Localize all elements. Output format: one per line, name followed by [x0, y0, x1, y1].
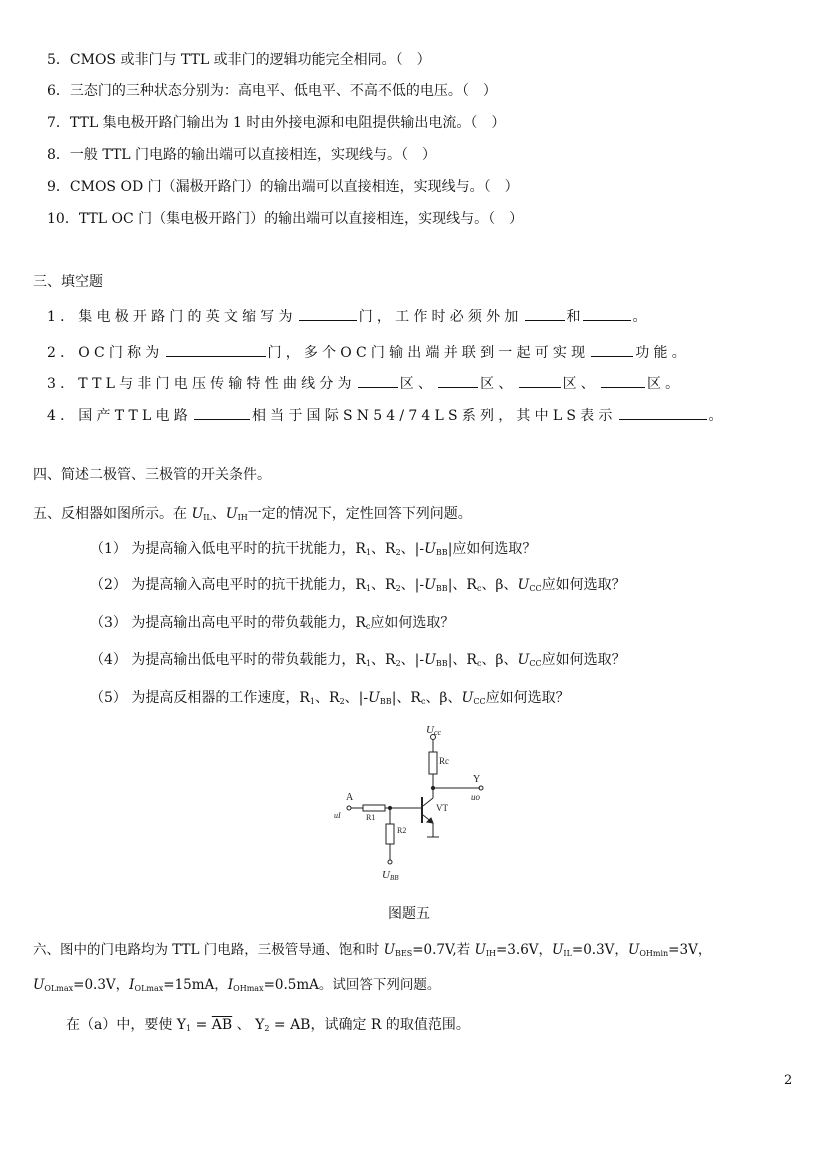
label-ui: uI	[334, 811, 341, 820]
frag: 、R	[371, 541, 396, 557]
label-ucc: Ucc	[426, 724, 442, 737]
s5-item-4	[90, 651, 626, 673]
sub: BB	[435, 584, 448, 593]
sub: 2	[395, 548, 401, 557]
frag: 、R	[371, 577, 396, 593]
answer-blank[interactable]	[358, 373, 398, 388]
sub-il: IL	[203, 513, 212, 522]
item-text: 应如何选取？	[541, 577, 626, 593]
fill-q2-text-c: 功能。	[635, 345, 690, 361]
answer-blank[interactable]	[166, 342, 266, 357]
tf-question-5: 5．CMOS 或非门与 TTL 或非门的逻辑功能完全相同。（ ）	[47, 52, 431, 68]
var-u: U	[225, 506, 238, 522]
var-u: U	[517, 652, 530, 668]
frag: 、β、	[481, 577, 518, 593]
item-number: （5）	[90, 690, 127, 706]
s6-q-text: 、 Y	[232, 1017, 265, 1033]
sub: IH	[485, 949, 496, 958]
frag: 、|-	[344, 690, 369, 706]
s5-intro-text-b: 一定的情况下，定性回答下列问题。	[247, 506, 472, 522]
s6-text: =3V，	[668, 942, 712, 958]
fill-q2-text-b: 门，多个OC门输出端并联到一起可实现	[267, 345, 590, 361]
section-4-question: 四、简述二极管、三极管的开关条件。	[33, 467, 271, 483]
answer-blank[interactable]	[194, 405, 250, 420]
item-text: 为提高输出低电平时的带负载能力，R	[131, 652, 366, 668]
section-heading-fill: 三、填空题	[33, 274, 103, 290]
fill-question-3	[47, 373, 683, 393]
answer-blank[interactable]	[601, 373, 645, 388]
expr-not-ab: $\overline{AB}$	[211, 1017, 233, 1033]
sub: 1	[365, 584, 372, 593]
label-vt: VT	[436, 803, 448, 813]
sub: OHmin	[639, 949, 669, 958]
section-6-line-1	[33, 941, 711, 963]
item-number: （3）	[90, 615, 127, 631]
item-text: 为提高输入低电平时的抗干扰能力，R	[131, 541, 366, 557]
var-u: U	[517, 577, 530, 593]
tf-question-8: 8．一般 TTL 门电路的输出端可以直接相连，实现线与。（ ）	[47, 147, 437, 163]
sub: 1	[365, 659, 372, 668]
s6-text: =15mA，	[163, 977, 228, 993]
var-u: U	[424, 541, 436, 557]
answer-blank[interactable]	[619, 405, 707, 420]
item-text: 应如何选取？	[452, 541, 537, 557]
item-text: 应如何选取？	[370, 615, 455, 631]
var-u: U	[383, 942, 395, 958]
item-text: 应如何选取？	[541, 652, 626, 668]
fill-q3-text-b: 区、	[399, 376, 437, 392]
sub: c	[365, 622, 371, 631]
fill-q4-text-c: 。	[708, 408, 723, 424]
item-text: 为提高输出高电平时的带负载能力，R	[131, 615, 366, 631]
answer-blank[interactable]	[299, 306, 357, 321]
frag: 、β、	[425, 690, 462, 706]
inverter-circuit-diagram	[330, 720, 500, 885]
s6-text: =0.3V，	[571, 942, 628, 958]
fill-q2-text-a: 2．OC门称为	[47, 345, 164, 361]
resistor-r2	[386, 824, 394, 844]
sub: OLmax	[44, 984, 74, 993]
label-rc: Rc	[439, 756, 449, 766]
var-u: U	[191, 506, 204, 522]
fill-question-2	[47, 342, 690, 362]
var-u: U	[368, 690, 380, 706]
s6-text: 六、图中的门电路均为 TTL 门电路，三极管导通、饱和时	[33, 942, 384, 958]
var-u: U	[33, 977, 45, 993]
page-number: 2	[784, 1073, 793, 1088]
label-uo: uo	[471, 792, 480, 802]
sub: 2	[395, 584, 401, 593]
resistor-rc	[429, 752, 437, 774]
fill-q3-text-a: 3．TTL与非门电压传输特性曲线分为	[47, 376, 356, 392]
sub: 1	[186, 1024, 192, 1033]
s6-q-text: 在（a）中，要使 Y	[66, 1017, 187, 1033]
answer-blank[interactable]	[519, 373, 561, 388]
sub: 2	[339, 697, 345, 706]
s5-item-5	[90, 689, 570, 711]
sub: c	[476, 584, 482, 593]
s6-text: =0.5mA。试回答下列问题。	[263, 977, 441, 993]
fill-q3-text-d: 区、	[562, 376, 599, 392]
s5-item-3	[90, 614, 454, 636]
var-i: I	[227, 977, 234, 993]
label-a: A	[346, 792, 354, 803]
frag: 、R	[452, 652, 477, 668]
s5-item-1	[90, 540, 536, 562]
fill-question-4	[47, 405, 723, 425]
label-y: Y	[473, 774, 481, 785]
section-6-question-a	[66, 1016, 470, 1038]
s6-q-text: =	[191, 1017, 212, 1033]
sub: BB	[435, 659, 448, 668]
frag: 、|-	[400, 541, 425, 557]
sub: OLmax	[134, 984, 164, 993]
frag: |	[447, 652, 453, 668]
fill-q1-text-a: 1．集电极开路门的英文缩写为	[47, 309, 297, 325]
fill-q3-text-e: 区。	[646, 376, 684, 392]
label-r2: R2	[397, 826, 407, 835]
frag: 、R	[396, 690, 421, 706]
fill-q4-text-a: 4．国产TTL电路	[47, 408, 192, 424]
fill-question-1	[47, 306, 647, 326]
item-number: （2）	[90, 577, 127, 593]
frag: |	[391, 690, 397, 706]
s6-text: =3.6V，	[496, 942, 553, 958]
var-u: U	[627, 942, 640, 958]
frag: |	[447, 541, 453, 557]
item-text: 为提高输入高电平时的抗干扰能力，R	[131, 577, 366, 593]
s6-text: =0.7V,若	[412, 942, 475, 958]
item-text: 应如何选取？	[485, 690, 570, 706]
var-u: U	[474, 942, 486, 958]
tf-question-7: 7．TTL 集电极开路门输出为 1 时由外接电源和电阻提供输出电流。（ ）	[47, 115, 506, 131]
separator: 、	[211, 506, 226, 522]
item-number: （4）	[90, 652, 127, 668]
s6-q-text: = AB，试确定 R 的取值范围。	[269, 1017, 470, 1033]
sub: BES	[395, 949, 413, 958]
sub: 2	[395, 659, 401, 668]
tf-question-9: 9．CMOS OD 门（漏极开路门）的输出端可以直接相连，实现线与。（ ）	[47, 179, 519, 195]
sub: 1	[309, 697, 316, 706]
ubb-terminal	[388, 860, 392, 864]
frag: 、|-	[400, 652, 425, 668]
answer-blank[interactable]	[525, 306, 565, 321]
s6-text: =0.3V，	[73, 977, 130, 993]
input-terminal	[347, 806, 351, 810]
sub: 2	[264, 1024, 270, 1033]
fill-q1-text-b: 门，工作时必须外加	[358, 309, 523, 325]
s5-item-2	[90, 576, 626, 598]
label-ubb: UBB	[382, 869, 399, 882]
answer-blank[interactable]	[438, 373, 478, 388]
tf-question-10: 10．TTL OC 门（集电极开路门）的输出端可以直接相连，实现线与。（ ）	[47, 211, 524, 227]
fill-q3-text-c: 区、	[480, 376, 517, 392]
sub: OHmax	[233, 984, 264, 993]
var-u: U	[552, 942, 564, 958]
answer-blank[interactable]	[583, 306, 631, 321]
var-u: U	[424, 652, 436, 668]
item-number: （1）	[90, 541, 127, 557]
sub: CC	[529, 659, 542, 668]
sub: c	[420, 697, 426, 706]
fill-q1-text-d: 。	[632, 309, 647, 325]
var-i: I	[129, 977, 135, 993]
sub-ih: IH	[237, 513, 248, 522]
frag: 、R	[371, 652, 396, 668]
tf-question-6: 6．三态门的三种状态分别为：高电平、低电平、不高不低的电压。（ ）	[47, 83, 497, 99]
sub: c	[476, 659, 482, 668]
resistor-r1	[363, 805, 385, 811]
var-u: U	[424, 577, 436, 593]
sub: 1	[365, 548, 372, 557]
sub: BB	[435, 548, 448, 557]
frag: 、R	[315, 690, 340, 706]
fill-q1-text-c: 和	[566, 309, 581, 325]
frag: 、|-	[400, 577, 425, 593]
frag: 、β、	[481, 652, 518, 668]
frag: 、R	[452, 577, 477, 593]
s5-intro-text: 五、反相器如图所示。在	[33, 506, 192, 522]
var-u: U	[461, 690, 474, 706]
item-text: 为提高反相器的工作速度，R	[131, 690, 310, 706]
sub: CC	[529, 584, 542, 593]
section-5-intro	[33, 505, 472, 527]
sub: IL	[563, 949, 572, 958]
sub: BB	[379, 697, 392, 706]
fill-q4-text-b: 相当于国际SN54/74LS系列，其中LS表示	[251, 408, 617, 424]
label-r1: R1	[366, 813, 376, 822]
answer-blank[interactable]	[591, 342, 633, 357]
sub: CC	[473, 697, 486, 706]
figure-caption: 图题五	[388, 906, 430, 922]
section-6-line-2	[33, 976, 440, 998]
frag: |	[447, 577, 453, 593]
